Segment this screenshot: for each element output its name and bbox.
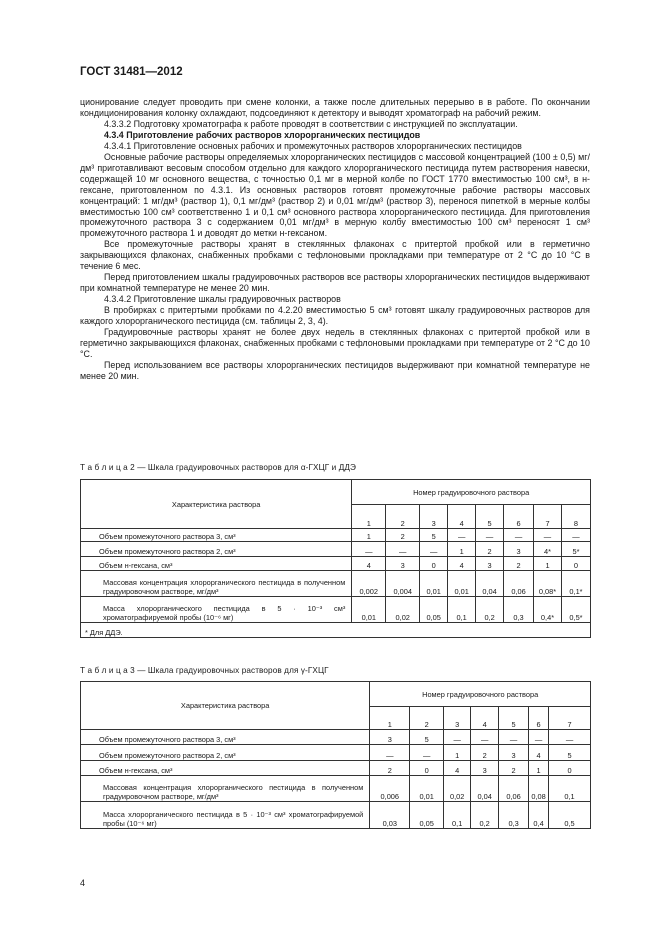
- cell: —: [561, 529, 590, 542]
- paragraph: Основные рабочие растворы определяемых хлорорганических пестицидов с массовой концентрацией (100 ± 0,5) мг/дм³ приготавливают весовым способом отдельно для каждого хлорорганического пестицида путем растворения навески, содержащей 10 мг основного вещества, с точностью 0,1 мг в мерной колбе по ГОСТ 1770 вместимостью 100 см³, в н-гексане, приготовленном по 4.3.1. Из основных растворов готовят промежуточные рабочие растворы массовых концентраций: 1 мг/дм³ (раствор 1), 0,1 мг/дм³ (раствор 2) и 0,01 мг/дм³ (раствор 3), перенося пипеткой в мерные колбы вместимостью 100 см³ соответственно 1 и 0,1 см³ основного раствора хлорорганического пестицида. Для приготовления промежуточного раствора 3 с содержанием 0,01 мг/дм³ в мерную колбу вместимостью 100 см³ переносят 1 см³ промежуточного раствора 1 и доводят до метки н-гексаном.: [80, 151, 590, 239]
- solution-number: 8: [561, 505, 590, 529]
- table-row: [81, 542, 591, 557]
- cell: 5: [549, 745, 591, 761]
- cell: 1: [448, 542, 476, 557]
- solution-number: 2: [386, 505, 420, 529]
- cell: —: [386, 542, 420, 557]
- cell: 0: [410, 761, 444, 776]
- solution-number: 3: [444, 707, 471, 730]
- cell: 3: [504, 542, 534, 557]
- solution-number: 4: [448, 505, 476, 529]
- cell: 0,06: [504, 571, 534, 597]
- cell: —: [529, 730, 549, 745]
- cell: 0,03: [370, 802, 410, 829]
- paragraph: 4.3.3.2 Подготовку хроматографа к работе проводят в соответствии с инструкцией по эксплуатации.: [104, 118, 518, 129]
- cell: 5: [410, 730, 444, 745]
- row-label: Массовая концентрация хлорорганического пестицида в полученном градуировочном растворе, мг/дм³: [81, 776, 370, 802]
- row-label: Объем промежуточного раствора 2, см³: [81, 745, 370, 761]
- cell: 0: [420, 557, 448, 571]
- cell: —: [420, 542, 448, 557]
- group-header: Номер градуировочного раствора: [370, 682, 591, 707]
- cell: 1: [529, 761, 549, 776]
- paragraph: Перед приготовлением шкалы градуировочных растворов все растворы хлорорганических пестицидов выдерживают при комнатной температуре не менее 20 мин.: [80, 272, 590, 294]
- cell: 3: [476, 557, 504, 571]
- table-2: [80, 479, 591, 638]
- cell: 2: [386, 529, 420, 542]
- cell: 2: [471, 745, 499, 761]
- cell: 0,4: [529, 802, 549, 829]
- column-header: Характеристика раствора: [81, 682, 370, 730]
- cell: 0,002: [352, 571, 386, 597]
- table-row: [81, 529, 591, 542]
- cell: 0,02: [444, 776, 471, 802]
- cell: 4: [352, 557, 386, 571]
- cell: 3: [386, 557, 420, 571]
- cell: 0,4*: [534, 597, 562, 623]
- cell: 0,04: [471, 776, 499, 802]
- paragraph: Градуировочные растворы хранят не более двух недель в стеклянных флаконах с притертой пробкой или в герметично закрывающихся флаконах, снабженных пробками с тефлоновыми прокладками при температуре от 2 °C до 10 °C.: [80, 327, 590, 359]
- table-row: [81, 776, 591, 802]
- cell: 5: [420, 529, 448, 542]
- paragraph: Все промежуточные растворы хранят в стеклянных флаконах с притертой пробкой или в герметично закрывающихся флаконах, снабженных пробками с тефлоновыми прокладками при температуре от 2 °C до 10 °C в течение 6 мес.: [80, 239, 590, 272]
- cell: —: [448, 529, 476, 542]
- cell: 3: [370, 730, 410, 745]
- solution-number: 7: [534, 505, 562, 529]
- cell: 0,08*: [534, 571, 562, 597]
- cell: 3: [499, 745, 529, 761]
- table-row: [81, 571, 591, 597]
- cell: —: [471, 730, 499, 745]
- cell: —: [499, 730, 529, 745]
- row-label: Объем промежуточного раствора 3, см³: [81, 529, 352, 542]
- row-label: Объем промежуточного раствора 2, см³: [81, 542, 352, 557]
- cell: 0,006: [370, 776, 410, 802]
- cell: 0,004: [386, 571, 420, 597]
- cell: 5*: [561, 542, 590, 557]
- paragraph: ционирование следует проводить при смене колонки, а также после длительных перерыво в в работе. По окончании кондиционирования колонку охлаждают, подсоединяют к детектору и выводят хроматограф на рабочий режим.: [80, 97, 590, 118]
- solution-number: 6: [504, 505, 534, 529]
- cell: 0: [549, 761, 591, 776]
- row-label: Массовая концентрация хлорорганического пестицида в полученном градуировочном растворе, мг/дм³: [81, 571, 352, 597]
- cell: 3: [471, 761, 499, 776]
- row-label: Объем н-гексана, см³: [81, 761, 370, 776]
- cell: 0,06: [499, 776, 529, 802]
- cell: 4: [448, 557, 476, 571]
- table-row: [81, 745, 591, 761]
- cell: 0,05: [410, 802, 444, 829]
- table-row: [81, 761, 591, 776]
- table-2-caption: Т а б л и ц а 2 — Шкала градуировочных растворов для α-ГХЦГ и ДДЭ: [80, 463, 356, 472]
- cell: 0,3: [504, 597, 534, 623]
- cell: 0,2: [471, 802, 499, 829]
- cell: 0,1: [549, 776, 591, 802]
- paragraph: Перед использованием все растворы хлорорганических пестицидов выдерживают при комнатной температуре не менее 20 мин.: [80, 359, 590, 381]
- cell: 0,3: [499, 802, 529, 829]
- cell: —: [410, 745, 444, 761]
- cell: 0,1: [444, 802, 471, 829]
- cell: —: [352, 542, 386, 557]
- cell: 2: [504, 557, 534, 571]
- cell: —: [504, 529, 534, 542]
- cell: 0,05: [420, 597, 448, 623]
- solution-number: 7: [549, 707, 591, 730]
- solution-number: 5: [476, 505, 504, 529]
- cell: 0,08: [529, 776, 549, 802]
- table-footnote: * Для ДДЭ.: [81, 623, 591, 638]
- solution-number: 3: [420, 505, 448, 529]
- solution-number: 2: [410, 707, 444, 730]
- cell: 0,2: [476, 597, 504, 623]
- table-3: [80, 681, 591, 829]
- cell: —: [534, 529, 562, 542]
- table-row: [81, 597, 591, 623]
- paragraph: В пробирках с притертыми пробками по 4.2.20 вместимостью 5 см³ готовят шкалу градуировочных растворов для каждого хлорорганического пестицида (см. таблицы 2, 3, 4).: [80, 305, 590, 327]
- cell: —: [549, 730, 591, 745]
- cell: 4: [529, 745, 549, 761]
- cell: —: [476, 529, 504, 542]
- cell: 4*: [534, 542, 562, 557]
- cell: 0,02: [386, 597, 420, 623]
- table-row: [81, 730, 591, 745]
- cell: 0,1: [448, 597, 476, 623]
- cell: 2: [476, 542, 504, 557]
- cell: 0,5: [549, 802, 591, 829]
- cell: 0,1*: [561, 571, 590, 597]
- group-header: Номер градуировочного раствора: [352, 480, 591, 505]
- cell: 2: [370, 761, 410, 776]
- solution-number: 5: [499, 707, 529, 730]
- solution-number: 4: [471, 707, 499, 730]
- column-header: Характеристика раствора: [81, 480, 352, 529]
- section-heading: 4.3.4 Приготовление рабочих растворов хлорорганических пестицидов: [104, 129, 421, 140]
- solution-number: 1: [352, 505, 386, 529]
- cell: 0,5*: [561, 597, 590, 623]
- subsection-heading: 4.3.4.1 Приготовление основных рабочих и промежуточных растворов хлорорганических пестицидов: [104, 140, 522, 151]
- cell: 0,01: [420, 571, 448, 597]
- solution-number: 6: [529, 707, 549, 730]
- row-label: Объем промежуточного раствора 3, см³: [81, 730, 370, 745]
- cell: 4: [444, 761, 471, 776]
- cell: 2: [499, 761, 529, 776]
- cell: —: [444, 730, 471, 745]
- row-label: Масса хлорорганического пестицида в 5 · 10⁻³ см³ хроматографируемой пробы (10⁻⁶ мг): [81, 802, 370, 829]
- cell: —: [370, 745, 410, 761]
- table-row: [81, 802, 591, 829]
- page-number: 4: [80, 878, 86, 888]
- row-label: Объем н-гексана, см³: [81, 557, 352, 571]
- cell: 0,01: [448, 571, 476, 597]
- row-label: Масса хлорорганического пестицида в 5 · 10⁻³ см³ хроматографируемой пробы (10⁻⁶ мг): [81, 597, 352, 623]
- document-header: ГОСТ 31481—2012: [80, 66, 183, 78]
- body-text: [80, 97, 590, 382]
- cell: 0,01: [410, 776, 444, 802]
- cell: 0,01: [352, 597, 386, 623]
- table-3-caption: Т а б л и ц а 3 — Шкала градуировочных растворов для γ-ГХЦГ: [80, 666, 329, 675]
- cell: 1: [444, 745, 471, 761]
- cell: 1: [534, 557, 562, 571]
- subsection-heading: 4.3.4.2 Приготовление шкалы градуировочных растворов: [104, 294, 341, 305]
- table-row: [81, 557, 591, 571]
- solution-number: 1: [370, 707, 410, 730]
- table-footnote-row: [81, 623, 591, 638]
- cell: 0: [561, 557, 590, 571]
- cell: 0,04: [476, 571, 504, 597]
- cell: 1: [352, 529, 386, 542]
